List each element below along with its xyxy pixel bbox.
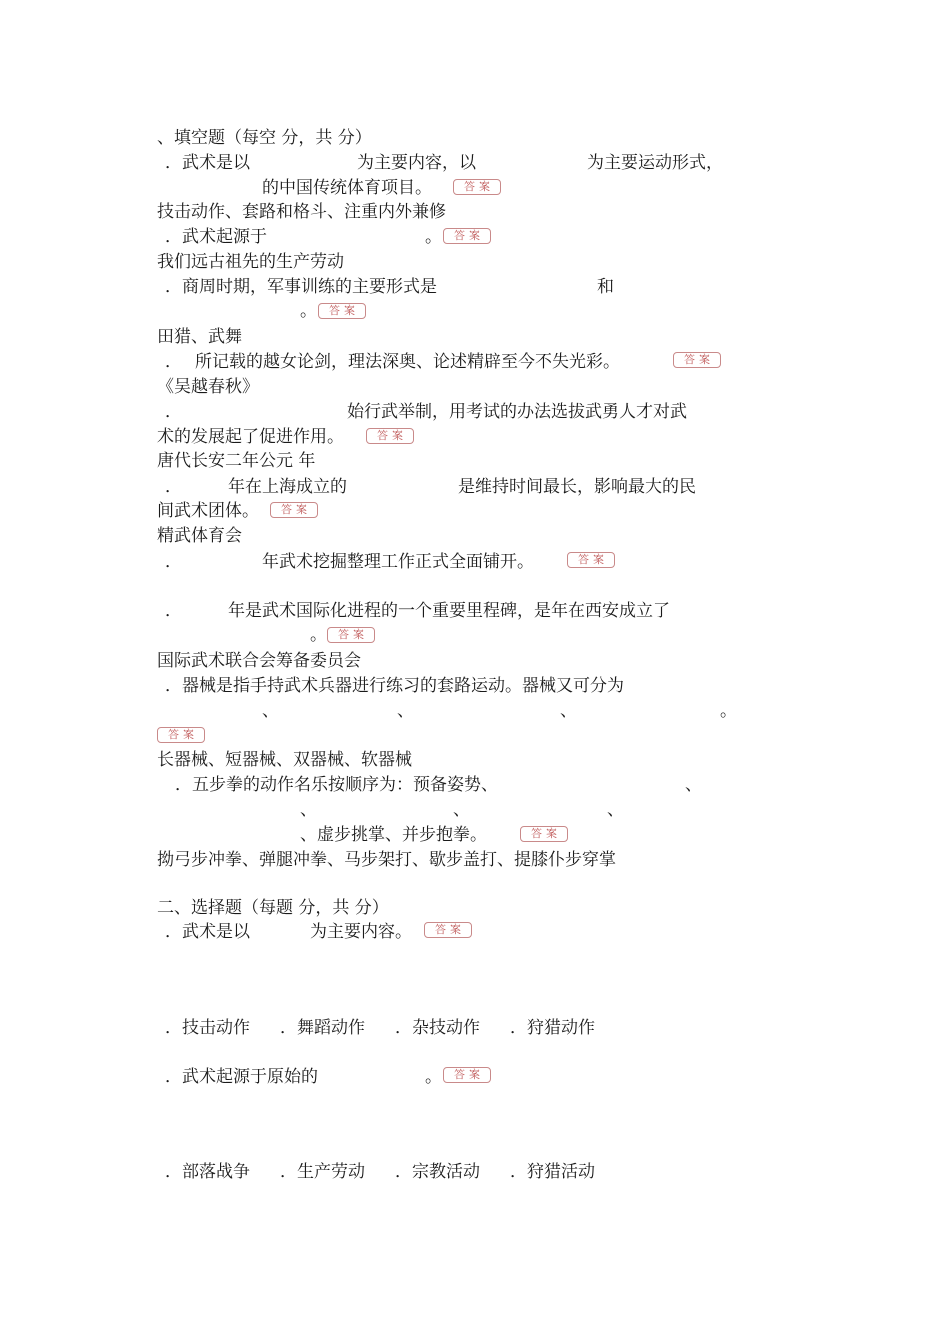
- q10-sep: 、: [453, 800, 470, 820]
- q10-text: 、虚步挑掌、并步抱拳。: [300, 825, 487, 845]
- q7-text: ．: [165, 552, 182, 572]
- q8-answer: 国际武术联合会筹备委员会: [157, 651, 361, 671]
- section-title-fill-blank: 、填空题（每空 分，共 分）: [157, 128, 372, 148]
- answer-button[interactable]: 答案: [567, 552, 615, 568]
- mc2-option-c[interactable]: ．宗教活动: [395, 1162, 480, 1182]
- q5-answer: 唐代长安二年公元 年: [157, 451, 316, 471]
- mc1-stem: ．武术是以: [165, 922, 250, 942]
- q3-text: 和: [597, 277, 614, 297]
- q2-answer: 我们远古祖先的生产劳动: [157, 252, 344, 272]
- answer-button[interactable]: 答案: [673, 352, 721, 368]
- section-title-multiple-choice: 二、选择题（每题 分，共 分）: [157, 898, 389, 918]
- mc2-option-a[interactable]: ．部落战争: [165, 1162, 250, 1182]
- answer-button[interactable]: 答案: [318, 303, 366, 319]
- q10-answer: 拗弓步冲拳、弹腿冲拳、马步架打、歇步盖打、提膝仆步穿掌: [157, 850, 616, 870]
- q10-sep: 、: [607, 800, 624, 820]
- mc2-stem: ．武术起源于原始的: [165, 1067, 318, 1087]
- q1-text: ．武术是以: [165, 153, 250, 173]
- answer-button[interactable]: 答案: [270, 502, 318, 518]
- q8-text: 。: [310, 625, 327, 645]
- mc2-option-d[interactable]: ．狩猎活动: [510, 1162, 595, 1182]
- answer-button[interactable]: 答案: [157, 727, 205, 743]
- q6-answer: 精武体育会: [157, 526, 242, 546]
- q7-text: 年武术挖掘整理工作正式全面铺开。: [262, 552, 534, 572]
- q4-answer: 《吴越春秋》: [157, 377, 259, 397]
- q10-sep: 、: [300, 800, 317, 820]
- mc2-stem: 。: [425, 1067, 442, 1087]
- q3-text: 。: [300, 301, 317, 321]
- q1-answer: 技击动作、套路和格斗、注重内外兼修: [157, 202, 446, 222]
- q4-text: 所记载的越女论剑，理法深奥、论述精辟至今不失光彩。: [195, 352, 620, 372]
- q9-sep: 、: [262, 701, 279, 721]
- mc2-option-b[interactable]: ．生产劳动: [280, 1162, 365, 1182]
- mc1-option-a[interactable]: ．技击动作: [165, 1018, 250, 1038]
- mc1-option-c[interactable]: ．杂技动作: [395, 1018, 480, 1038]
- q3-text: ．商周时期，军事训练的主要形式是: [165, 277, 437, 297]
- answer-button[interactable]: 答案: [327, 627, 375, 643]
- q2-text: ．武术起源于: [165, 227, 267, 247]
- answer-button[interactable]: 答案: [443, 1067, 491, 1083]
- q8-text: ．: [165, 601, 182, 621]
- q9-answer: 长器械、短器械、双器械、软器械: [157, 750, 412, 770]
- answer-button[interactable]: 答案: [424, 922, 472, 938]
- q6-text: 是维持时间最长，影响最大的民: [458, 477, 696, 497]
- q5-text: 术的发展起了促进作用。: [157, 427, 344, 447]
- q10-text: ．五步拳的动作名乐按顺序为：预备姿势、: [175, 775, 498, 795]
- q10-sep: 、: [685, 775, 702, 795]
- q9-end: 。: [720, 701, 737, 721]
- q8-text: 年是武术国际化进程的一个重要里程碑，是年在西安成立了: [228, 601, 670, 621]
- q1-text: 的中国传统体育项目。: [262, 178, 432, 198]
- mc1-stem: 为主要内容。: [310, 922, 412, 942]
- q6-text: 年在上海成立的: [228, 477, 347, 497]
- q9-sep: 、: [397, 701, 414, 721]
- q2-text: 。: [425, 227, 442, 247]
- answer-button[interactable]: 答案: [443, 228, 491, 244]
- answer-button[interactable]: 答案: [453, 179, 501, 195]
- q4-text: ．: [165, 352, 182, 372]
- q6-text: 间武术团体。: [157, 501, 259, 521]
- q1-text: 为主要运动形式，: [587, 153, 723, 173]
- answer-button[interactable]: 答案: [520, 826, 568, 842]
- q1-text: 为主要内容，以: [357, 153, 476, 173]
- q9-text: ．器械是指手持武术兵器进行练习的套路运动。器械又可分为: [165, 676, 624, 696]
- mc1-option-b[interactable]: ．舞蹈动作: [280, 1018, 365, 1038]
- q5-text: 始行武举制，用考试的办法选拔武勇人才对武: [347, 402, 687, 422]
- q6-text: ．: [165, 477, 182, 497]
- answer-button[interactable]: 答案: [366, 428, 414, 444]
- q9-sep: 、: [560, 701, 577, 721]
- q5-text: ．: [165, 402, 182, 422]
- mc1-option-d[interactable]: ．狩猎动作: [510, 1018, 595, 1038]
- q3-answer: 田猎、武舞: [157, 327, 242, 347]
